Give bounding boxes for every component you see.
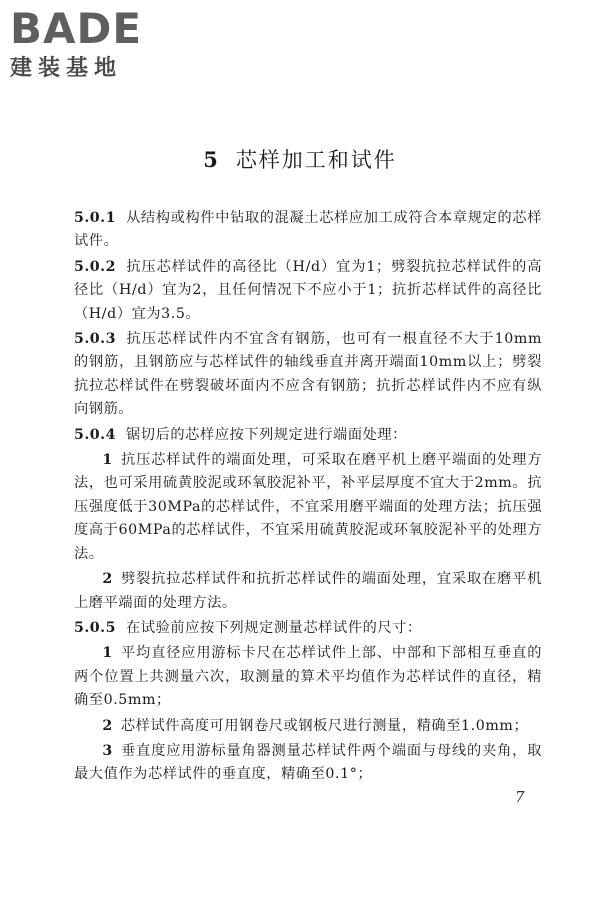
clause-item xyxy=(74,449,542,566)
clause-number: 5.0.5 xyxy=(74,619,116,636)
bade-logo xyxy=(10,4,180,82)
page-number: 7 xyxy=(515,788,525,806)
item-text: 劈裂抗拉芯样试件和抗折芯样试件的端面处理，宜采取在磨平机上磨平端面的处理方法。 xyxy=(74,571,542,611)
clause-5-0-4 xyxy=(74,424,542,447)
item-number: 1 xyxy=(102,645,113,662)
clause-5-0-3 xyxy=(74,328,542,422)
clause-text: 抗压芯样试件的高径比（H/d）宜为1；劈裂抗拉芯样试件的高径比（H/d）宜为2，且任何情况下不应小于1；抗折芯样试件的高径比（H/d）宜为3.5。 xyxy=(74,258,542,322)
clause-number: 5.0.4 xyxy=(74,426,116,443)
clause-5-0-1 xyxy=(74,207,542,254)
item-text: 芯样试件高度可用钢卷尺或钢板尺进行测量，精确至1.0mm； xyxy=(120,717,529,734)
clause-text: 从结构或构件中钻取的混凝土芯样应加工成符合本章规定的芯样试件。 xyxy=(74,210,542,250)
clause-5-0-2 xyxy=(74,256,542,326)
item-text: 垂直度应用游标量角器测量芯样试件两个端面与母线的夹角，取最大值作为芯样试件的垂直度，精确至0.1°； xyxy=(74,742,542,783)
clause-item xyxy=(74,740,542,787)
clause-5-0-5 xyxy=(74,617,542,640)
chapter-number: 5 xyxy=(203,147,220,172)
item-number: 1 xyxy=(102,452,113,469)
item-text: 平均直径应用游标卡尺在芯样试件上部、中部和下部相互垂直的两个位置上共测量六次，取测量的算术平均值作为芯样试件的直径，精确至0.5mm； xyxy=(74,645,542,709)
clause-item xyxy=(74,715,542,738)
clause-number: 5.0.1 xyxy=(74,210,116,226)
clause-item xyxy=(74,642,542,712)
item-number: 2 xyxy=(102,717,113,734)
clause-text: 抗压芯样试件内不宜含有钢筋，也可有一根直径不大于10mm的钢筋，且钢筋应与芯样试件的轴线垂直并离开端面10mm以上；劈裂抗拉芯样试件在劈裂破坏面内不应含有钢筋；抗折芯样试件内不应有纵向钢筋。 xyxy=(74,331,542,418)
clause-text: 锯切后的芯样应按下列规定进行端面处理： xyxy=(126,426,407,443)
clause-number: 5.0.3 xyxy=(74,331,116,348)
clause-text: 在试验前应按下列规定测量芯样试件的尺寸： xyxy=(126,619,422,636)
logo-wordmark: BADE xyxy=(10,4,143,53)
logo-subtitle: 建装基地 xyxy=(10,56,123,81)
item-number: 3 xyxy=(102,742,113,759)
document-body xyxy=(74,207,542,789)
chapter-title-text: 芯样加工和试件 xyxy=(235,148,397,172)
clause-number: 5.0.2 xyxy=(74,258,116,275)
item-number: 2 xyxy=(102,571,113,588)
clause-item xyxy=(74,568,542,615)
item-text: 抗压芯样试件的端面处理，可采取在磨平机上磨平端面的处理方法，也可采用硫黄胶泥或环氧胶泥补平，补平层厚度不宜大于2mm。抗压强度低于30MPa的芯样试件，不宜采用磨平端面的处理方法；抗压强度高于60MPa的芯样试件，不宜采用硫黄胶泥或环氧胶泥补平的处理方法。 xyxy=(74,452,542,562)
chapter-title xyxy=(0,146,600,174)
